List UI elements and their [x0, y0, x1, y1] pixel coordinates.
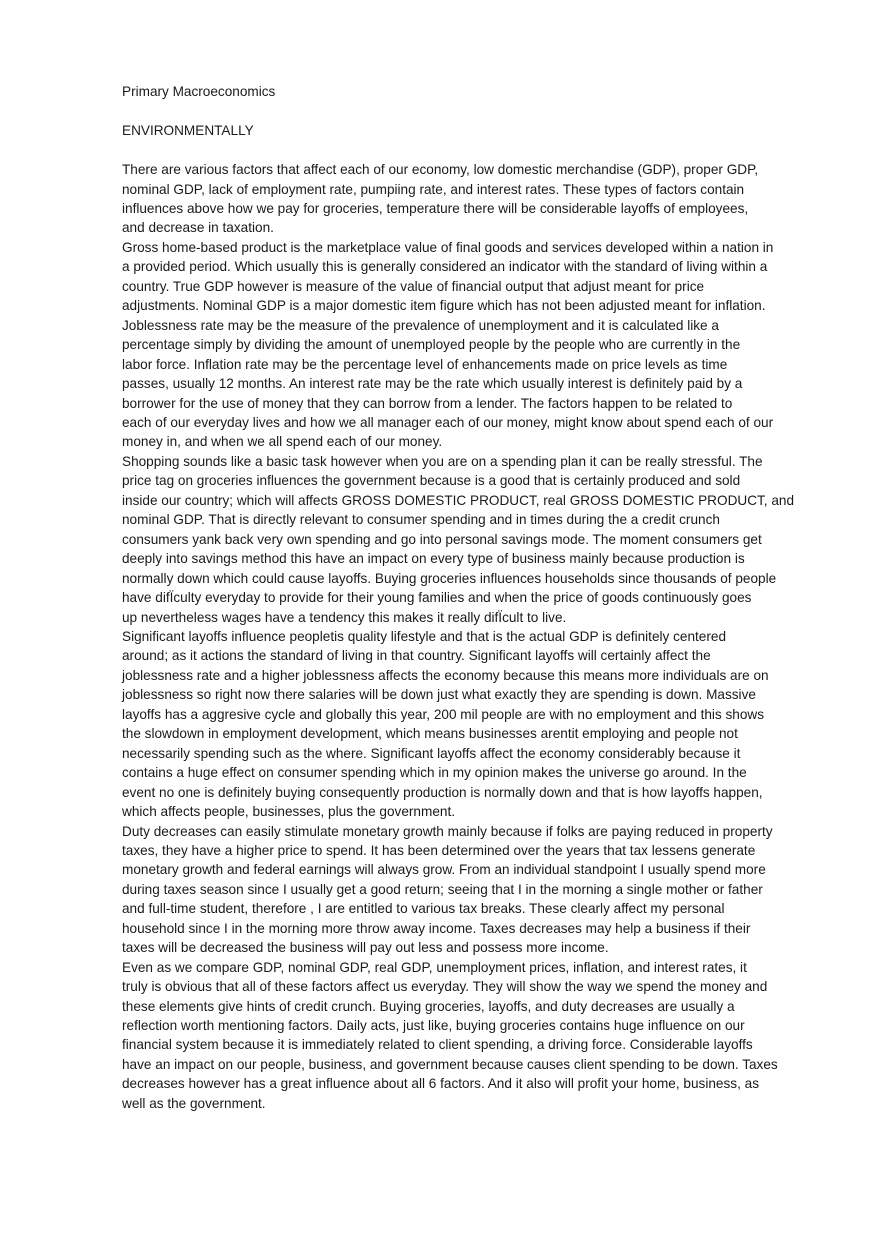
text-line: each of our everyday lives and how we all manager each of our money, might know about spend each of our	[122, 414, 774, 430]
text-line: these elements give hints of credit crunch. Buying groceries, layoffs, and duty decreases are usually a	[122, 998, 735, 1014]
text-line: Gross home-based product is the marketplace value of final goods and services developed within a nation in	[122, 239, 774, 255]
text-line: event no one is definitely buying consequently production is normally down and that is how layoffs happen,	[122, 784, 763, 800]
text-line: household since I in the morning more throw away income. Taxes decreases may help a business if their	[122, 920, 751, 936]
text-line: Shopping sounds like a basic task however when you are on a spending plan it can be really stressful. The	[122, 453, 763, 469]
text-line: influences above how we pay for groceries, temperature there will be considerable layoffs of employees,	[122, 201, 749, 216]
text-line: price tag on groceries influences the government because is a good that is certainly produced and sold	[122, 473, 741, 489]
text-line: during taxes season since I usually get a good return; seeing that I in the morning a single mother or father	[122, 881, 763, 897]
text-line: country. True GDP however is measure of the value of financial output that adjust meant for price	[122, 278, 705, 294]
text-line: have difÏculty everyday to provide for their young families and when the price of goods continuously goes	[122, 590, 752, 606]
text-line: nominal GDP, lack of employment rate, pumpiing rate, and interest rates. These types of factors contain	[122, 181, 745, 197]
text-line: up nevertheless wages have a tendency this makes it really difÏcult to live.	[122, 609, 567, 625]
text-line: money in, and when we all spend each of our money.	[122, 434, 443, 450]
text-line: joblessness rate and a higher joblessness affects the economy because this means more individuals are on	[122, 667, 769, 683]
text-line: and decrease in taxation.	[122, 220, 274, 236]
text-line: around; as it actions the standard of living in that country. Significant layoffs will certainly affect the	[122, 648, 711, 664]
text-line: the slowdown in employment development, which means businesses arentit employing and people not	[122, 726, 738, 742]
section-heading: ENVIRONMENTALLY	[122, 123, 254, 139]
text-line: deeply into savings method this have an impact on every type of business mainly because production is	[122, 551, 745, 567]
text-line: contains a huge effect on consumer spending which in my opinion makes the universe go around. In the	[122, 765, 747, 781]
text-line: nominal GDP. That is directly relevant to consumer spending and in times during the a credit crunch	[122, 512, 720, 528]
text-line: percentage simply by dividing the amount of unemployed people by the people who are currently in the	[122, 337, 741, 353]
text-line: Joblessness rate may be the measure of the prevalence of unemployment and it is calculated like a	[122, 317, 719, 333]
text-line: monetary growth and federal earnings will always grow. From an individual standpoint I usually spend more	[122, 862, 766, 878]
text-line: layoffs has a aggresive cycle and globally this year, 200 mil people are with no employment and this shows	[122, 706, 765, 722]
text-line: have an impact on our people, business, and government because causes client spending to be down. Taxes	[122, 1056, 778, 1072]
document-title: Primary Macroeconomics	[122, 84, 276, 99]
text-line: consumers yank back very own spending and go into personal savings mode. The moment consumers get	[122, 531, 762, 547]
text-line: and full-time student, therefore , I are entitled to various tax breaks. These clearly affect my personal	[122, 901, 725, 917]
text-line: truly is obvious that all of these factors affect us everyday. They will show the way we spend the money and	[122, 979, 768, 995]
text-line: labor force. Inflation rate may be the percentage level of enhancements made on price levels as time	[122, 356, 728, 372]
text-line: taxes, they have a higher price to spend. It has been determined over the years that tax lessens generate	[122, 842, 756, 858]
text-line: inside our country; which will affects GROSS DOMESTIC PRODUCT, real GROSS DOMESTIC PRODUCT, and	[122, 492, 795, 508]
text-line: normally down which could cause layoffs. Buying groceries influences households since thousands of people	[122, 570, 777, 586]
text-line: Duty decreases can easily stimulate monetary growth mainly because if folks are paying reduced in property	[122, 823, 773, 839]
text-line: which affects people, businesses, plus the government.	[122, 804, 455, 820]
body-text	[122, 160, 822, 1113]
text-line: borrower for the use of money that they can borrow from a lender. The factors happen to be related to	[122, 395, 733, 411]
text-line: There are various factors that affect each of our economy, low domestic merchandise (GDP), proper GDP,	[122, 162, 759, 178]
text-line: financial system because it is immediately related to client spending, a driving force. Considerable layoffs	[122, 1037, 753, 1053]
text-line: Even as we compare GDP, nominal GDP, real GDP, unemployment prices, inflation, and interest rates, it	[122, 959, 747, 975]
text-line: a provided period. Which usually this is generally considered an indicator with the standard of living within a	[122, 259, 768, 275]
text-line: Significant layoffs influence peopletis quality lifestyle and that is the actual GDP is definitely centered	[122, 628, 727, 644]
text-line: passes, usually 12 months. An interest rate may be the rate which usually interest is definitely paid by a	[122, 376, 743, 392]
text-line: adjustments. Nominal GDP is a major domestic item figure which has not been adjusted meant for inflation.	[122, 298, 766, 314]
text-line: joblessness so right now there salaries will be down just what exactly they are spending is down. Massive	[122, 687, 756, 703]
text-line: well as the government.	[122, 1095, 266, 1111]
text-line: decreases however has a great influence about all 6 factors. And it also will profit your home, business, as	[122, 1076, 759, 1092]
text-line: reflection worth mentioning factors. Daily acts, just like, buying groceries contains huge influence on our	[122, 1018, 745, 1034]
text-line: necessarily spending such as the where. Significant layoffs affect the economy considerably because it	[122, 745, 741, 761]
text-line: taxes will be decreased the business will pay out less and possess more income.	[122, 940, 609, 956]
